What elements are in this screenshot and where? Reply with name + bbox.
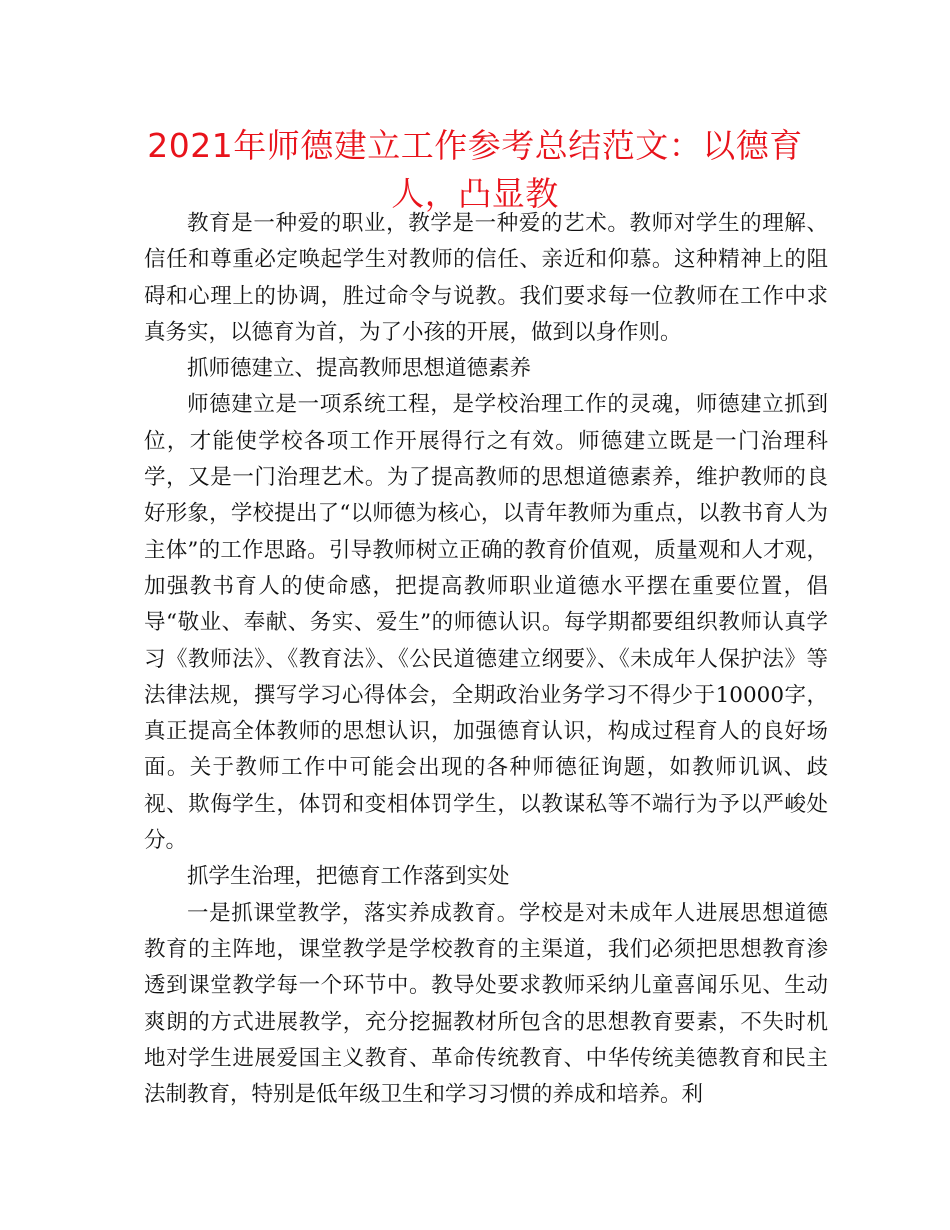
document-body	[144, 206, 828, 1113]
paragraph-intro: 教育是一种爱的职业，教学是一种爱的艺术。教师对学生的理解、信任和尊重必定唤起学生对教师的信任、亲近和仰慕。这种精神上的阻碍和心理上的协调，胜过命令与说教。我们要求每一位教师在工作中求真务实，以德育为首，为了小孩的开展，做到以身作则。	[144, 211, 828, 345]
section-heading-teacher-ethics: 抓师德建立、提高教师思想道德素养	[187, 356, 532, 382]
paragraph-classroom-teaching: 一是抓课堂教学，落实养成教育。学校是对未成年人进展思想道德教育的主阵地，课堂教学是学校教育的主渠道，我们必须把思想教育渗透到课堂教学每一个环节中。教导处要求教师采纳儿童喜闻乐见、生动爽朗的方式进展教学，充分挖掘教材所包含的思想教育要素，不失时机地对学生进展爱国主义教育、革命传统教育、中华传统美德教育和民主法制教育，特别是低年级卫生和学习习惯的养成和培养。利	[144, 900, 828, 1108]
paragraph-teacher-ethics: 师德建立是一项系统工程，是学校治理工作的灵魂，师德建立抓到位，才能使学校各项工作开展得行之有效。师德建立既是一门治理科学，又是一门治理艺术。为了提高教师的思想道德素养，维护教师的良好形象，学校提出了“以师德为核心，以青年教师为重点，以教书育人为主体”的工作思路。引导教师树立正确的教育价值观，质量观和人才观，加强教书育人的使命感，把提高教师职业道德水平摆在重要位置，倡导“敬业、奉献、务实、爱生”的师德认识。每学期都要组织教师认真学习《教师法》、《教育法》、《公民道德建立纲要》、《未成年人保护法》等法律法规，撰写学习心得体会，全期政治业务学习不得少于10000字，真正提高全体教师的思想认识，加强德育认识，构成过程育人的良好场面。关于教师工作中可能会出现的各种师德征询题，如教师讥讽、歧视、欺侮学生，体罚和变相体罚学生，以教谋私等不端行为予以严峻处分。	[144, 392, 828, 854]
document-title: 2021年师德建立工作参考总结范文：以德育人，凸显教	[147, 126, 803, 213]
section-heading-student-management: 抓学生治理，把德育工作落到实处	[187, 864, 510, 890]
